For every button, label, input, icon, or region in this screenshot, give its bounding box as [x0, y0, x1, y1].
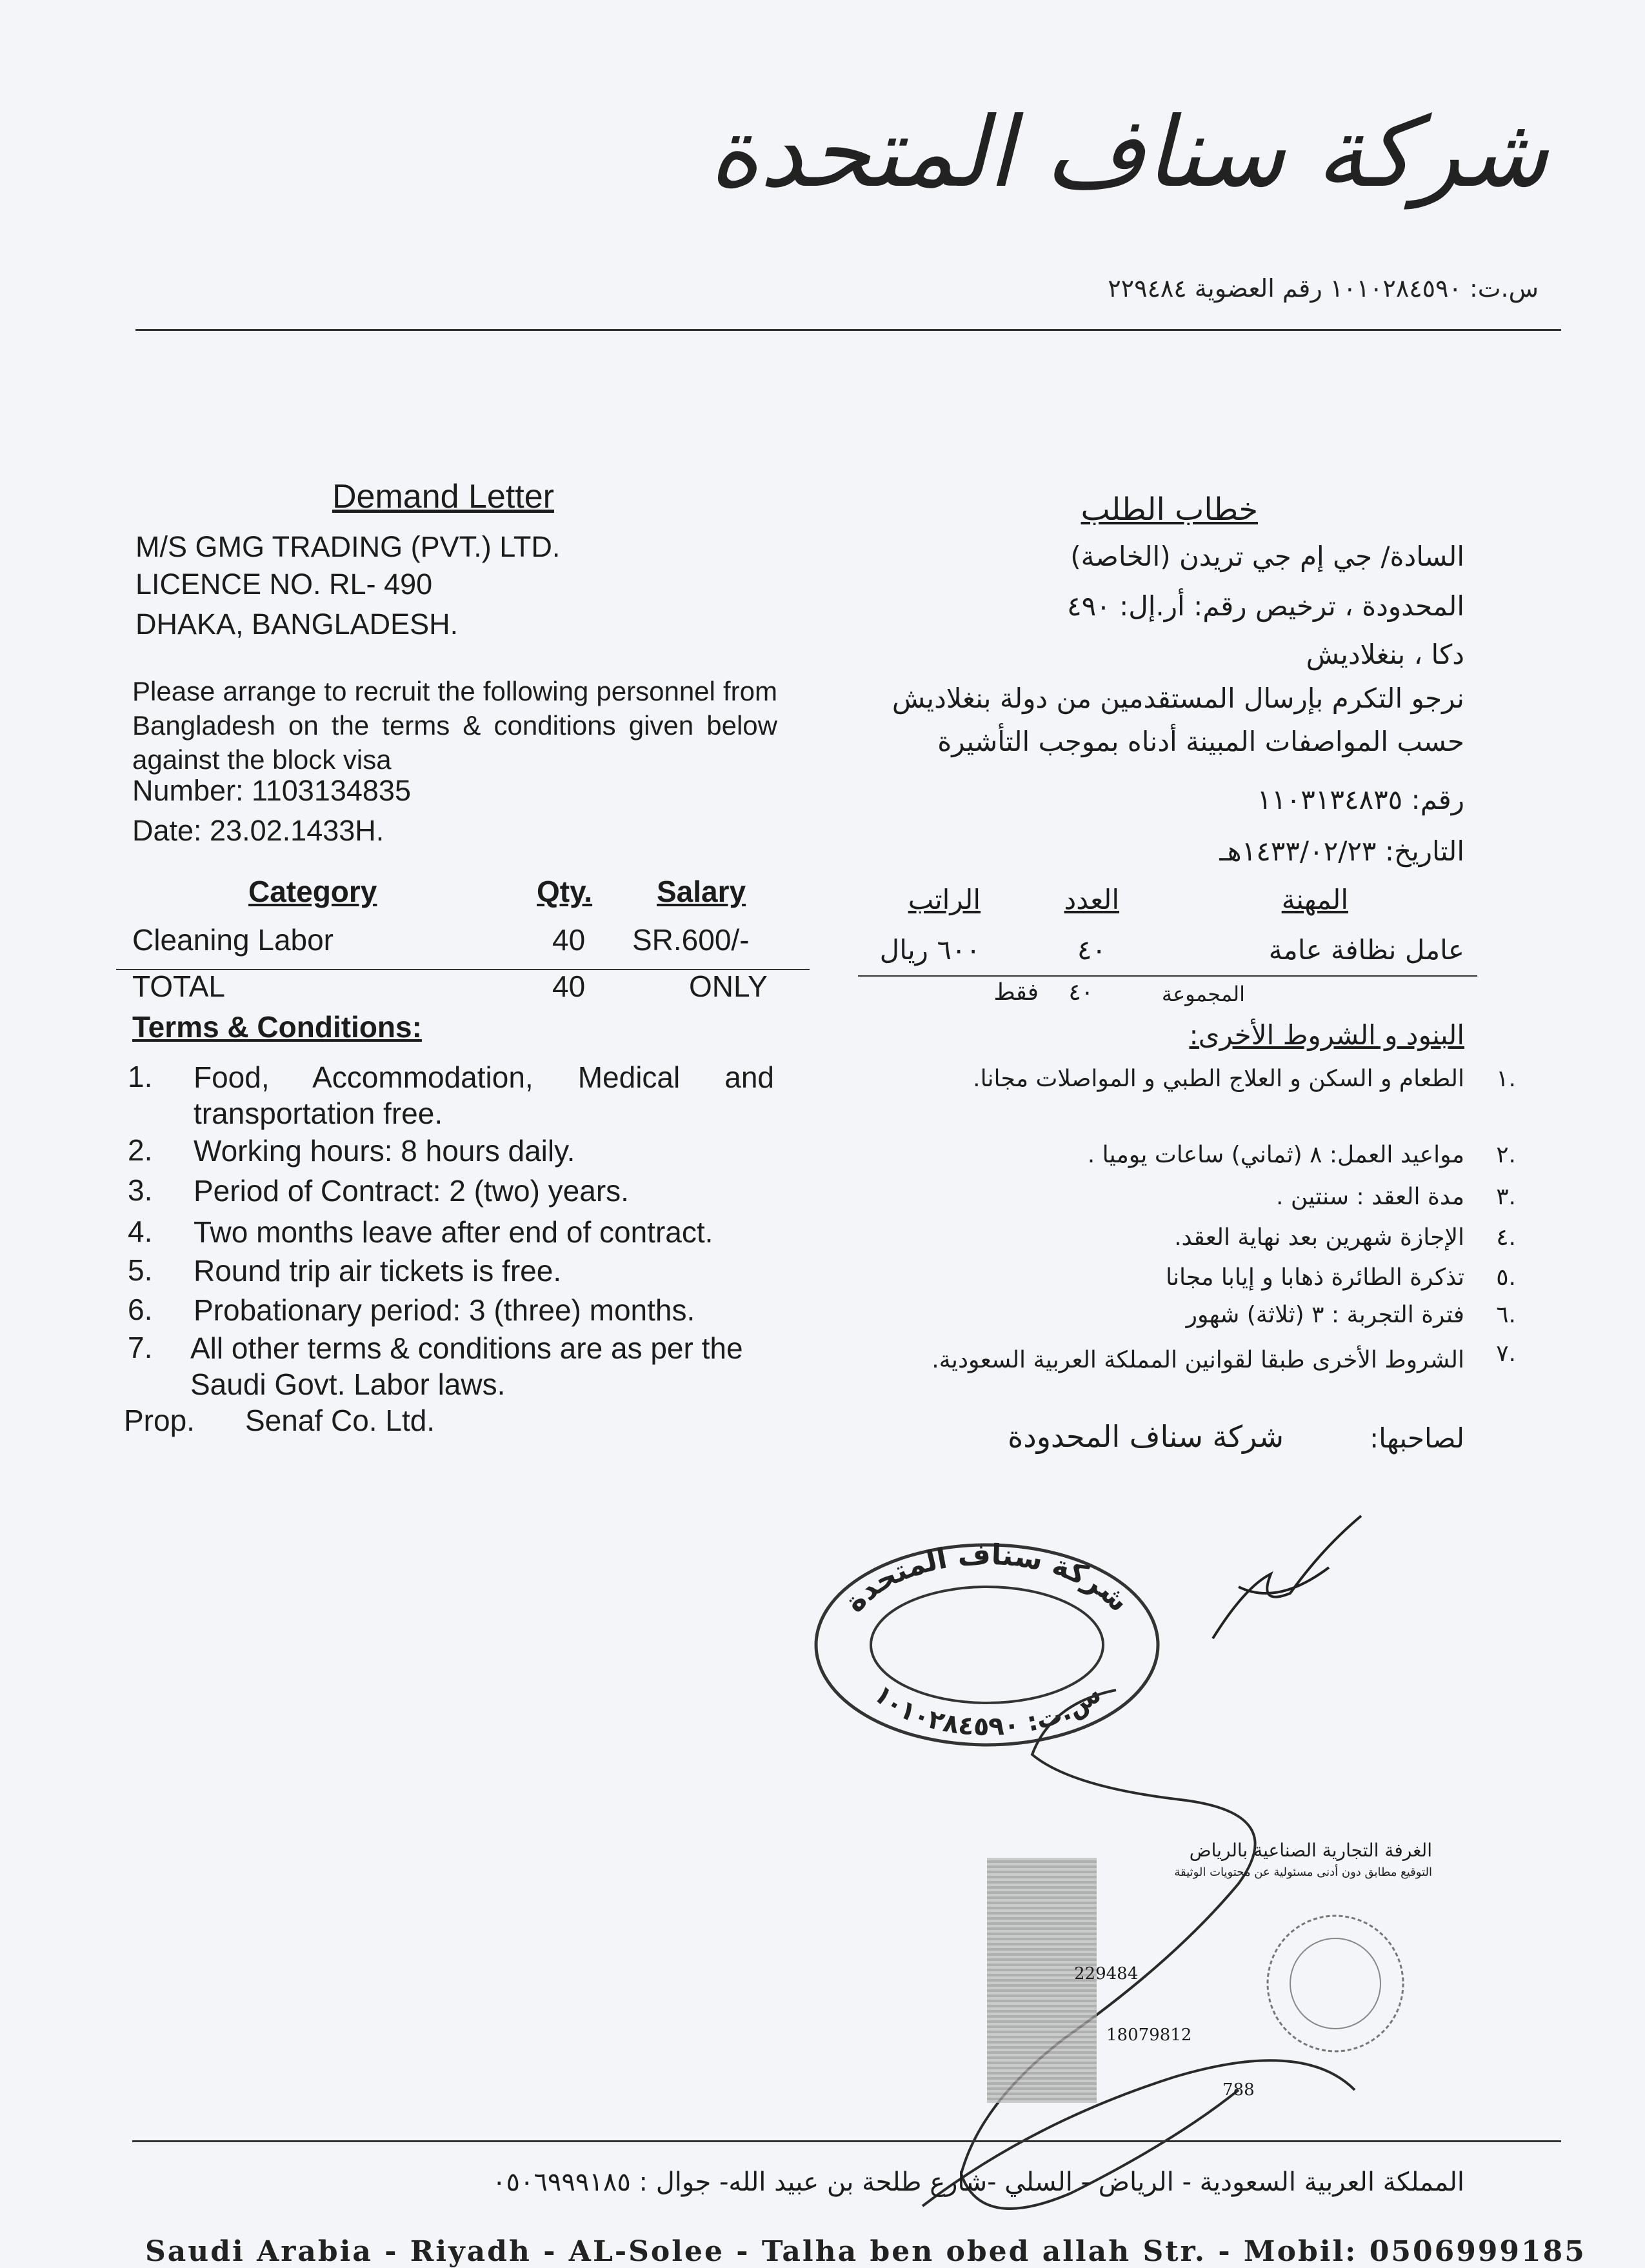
- english-visa-date: Date: 23.02.1433H.: [132, 814, 384, 847]
- arabic-term-3-num: .٣: [1496, 1184, 1516, 1210]
- english-row-salary: SR.600/-: [632, 923, 750, 957]
- arabic-address-line-3: دكا ، بنغلاديش: [1306, 639, 1464, 670]
- company-logo-arabic: شركة سناف المتحدة: [708, 97, 1548, 209]
- english-term-4-text: Two months leave after end of contract.: [194, 1215, 713, 1249]
- english-term-2-num: 2.: [128, 1133, 153, 1167]
- arabic-terms-heading: البنود و الشروط الأخرى:: [1189, 1019, 1464, 1051]
- header-divider: [135, 329, 1561, 331]
- arabic-total-qty: ٤٠: [1068, 979, 1093, 1006]
- arabic-term-2-text: مواعيد العمل: ٨ (ثماني) ساعات يوميا .: [1087, 1142, 1464, 1168]
- arabic-term-6-num: .٦: [1496, 1302, 1516, 1328]
- chamber-stamp-line-1: الغرفة التجارية الصناعية بالرياض: [1189, 1840, 1432, 1861]
- arabic-paragraph-line-1: نرجو التكرم بإرسال المستقدمين من دولة بنغلاديش: [892, 682, 1464, 714]
- arabic-row-salary: ٦٠٠ ريال: [879, 934, 981, 966]
- english-row-category: Cleaning Labor: [132, 923, 334, 957]
- arabic-row-qty: ٤٠: [1077, 934, 1106, 966]
- arabic-term-7-text: الشروط الأخرى طبقا لقوانين المملكة العربية السعودية.: [932, 1347, 1464, 1373]
- arabic-term-5-text: تذكرة الطائرة ذهابا و إيابا مجانا: [1165, 1264, 1464, 1291]
- arabic-prop-label: لصاحبها:: [1370, 1422, 1464, 1454]
- footer-arabic-address: المملكة العربية السعودية - الرياض - السلي -شارع طلحة بن عبيد الله- جوال : ٠٥٠٦٩٩٩١٨٥: [492, 2167, 1464, 2197]
- signature-top: [1200, 1509, 1368, 1651]
- english-title: Demand Letter: [332, 478, 554, 515]
- arabic-row-profession: عامل نظافة عامة: [1268, 934, 1464, 966]
- english-term-6-num: 6.: [128, 1293, 153, 1326]
- arabic-address-line-1: السادة/ جي إم جي تريدن (الخاصة): [1070, 541, 1464, 572]
- english-term-1-text: Food, Accommodation, Medical and transportation free.: [194, 1060, 774, 1130]
- english-term-3-text: Period of Contract: 2 (two) years.: [194, 1174, 629, 1208]
- arabic-term-5-num: .٥: [1496, 1264, 1516, 1291]
- arabic-total-only: فقط: [993, 979, 1039, 1006]
- english-term-2-text: Working hours: 8 hours daily.: [194, 1134, 575, 1168]
- english-terms-heading: Terms & Conditions:: [132, 1010, 422, 1044]
- chamber-stamp-line-2: التوقيع مطابق دون أدنى مسئولية عن محتويات الوثيقة: [1174, 1865, 1432, 1879]
- arabic-title: خطاب الطلب: [1081, 492, 1258, 528]
- english-term-6-text: Probationary period: 3 (three) months.: [194, 1293, 695, 1327]
- arabic-prop-value: شركة سناف المحدودة: [1008, 1419, 1284, 1454]
- registration-line: س.ت: ١٠١٠٢٨٤٥٩٠ رقم العضوية ٢٢٩٤٨٤: [1108, 274, 1539, 303]
- arabic-header-profession: المهنة: [1281, 884, 1348, 915]
- arabic-term-1-text: الطعام و السكن و العلاج الطبي و المواصلات مجانا.: [973, 1066, 1464, 1092]
- arabic-visa-number: رقم: ١١٠٣١٣٤٨٣٥: [1257, 784, 1464, 815]
- english-address-line-2: LICENCE NO. RL- 490: [135, 568, 433, 601]
- english-term-7-num: 7.: [128, 1331, 153, 1364]
- arabic-table-divider: [858, 975, 1477, 977]
- english-prop-value: Senaf Co. Ltd.: [245, 1404, 435, 1437]
- english-row-qty: 40: [552, 923, 586, 957]
- english-address-line-3: DHAKA, BANGLADESH.: [135, 608, 459, 641]
- english-prop-label: Prop.: [124, 1404, 195, 1437]
- seal-top-text: شركة سناف المتحدة: [838, 1538, 1135, 1619]
- english-total-salary: ONLY: [689, 970, 768, 1003]
- arabic-term-4-text: الإجازة شهرين بعد نهاية العقد.: [1174, 1224, 1464, 1251]
- chamber-stamp-number-2: 18079812: [1106, 2025, 1192, 2045]
- chamber-stamp-number-1: 229484: [1074, 1964, 1139, 1984]
- arabic-header-salary: الراتب: [908, 884, 981, 915]
- english-term-7-text: All other terms & conditions are as per the Saudi Govt. Labor laws.: [190, 1331, 743, 1401]
- arabic-term-3-text: مدة العقد : سنتين .: [1276, 1184, 1464, 1210]
- arabic-paragraph-line-2: حسب المواصفات المبينة أدناه بموجب التأشيرة: [937, 726, 1464, 757]
- english-header-category: Category: [248, 875, 377, 908]
- english-total-qty: 40: [552, 970, 586, 1003]
- english-request-paragraph: Please arrange to recruit the following personnel from Bangladesh on the terms & conditions given below against the block visa: [132, 676, 777, 775]
- chamber-emblem: [1239, 1909, 1432, 2058]
- english-term-4-num: 4.: [128, 1215, 153, 1248]
- english-term-5-num: 5.: [128, 1253, 153, 1287]
- english-address-line-1: M/S GMG TRADING (PVT.) LTD.: [135, 530, 561, 563]
- english-header-salary: Salary: [657, 875, 746, 908]
- arabic-term-2-num: .٢: [1496, 1142, 1516, 1168]
- arabic-header-qty: العدد: [1064, 884, 1119, 915]
- arabic-term-4-num: .٤: [1496, 1224, 1516, 1251]
- footer-divider: [132, 2140, 1561, 2142]
- chamber-stamp-number-3: 788: [1222, 2080, 1255, 2100]
- arabic-visa-date: التاريخ: ١٤٣٣/٠٢/٢٣هـ: [1219, 835, 1464, 867]
- english-term-5-text: Round trip air tickets is free.: [194, 1254, 562, 1288]
- arabic-address-line-2: المحدودة ، ترخيص رقم: أر.إل: ٤٩٠: [1067, 590, 1464, 622]
- english-visa-number: Number: 1103134835: [132, 774, 411, 807]
- arabic-term-1-num: .١: [1496, 1066, 1516, 1092]
- seal-bottom-text: س.ت: ١٠١٠٢٨٤٥٩٠: [868, 1678, 1107, 1742]
- english-header-qty: Qty.: [537, 875, 593, 908]
- english-term-1-num: 1.: [128, 1060, 153, 1093]
- arabic-term-6-text: فترة التجربة : ٣ (ثلاثة) شهور: [1186, 1302, 1464, 1328]
- arabic-total-label: المجموعة: [1161, 982, 1245, 1006]
- english-total-label: TOTAL: [132, 970, 225, 1003]
- arabic-term-7-num: .٧: [1496, 1340, 1516, 1367]
- english-term-3-num: 3.: [128, 1173, 153, 1207]
- footer-english-address: Saudi Arabia - Riyadh - AL-Solee - Talha ben obed allah Str. - Mobil: 0506999185: [145, 2235, 1586, 2268]
